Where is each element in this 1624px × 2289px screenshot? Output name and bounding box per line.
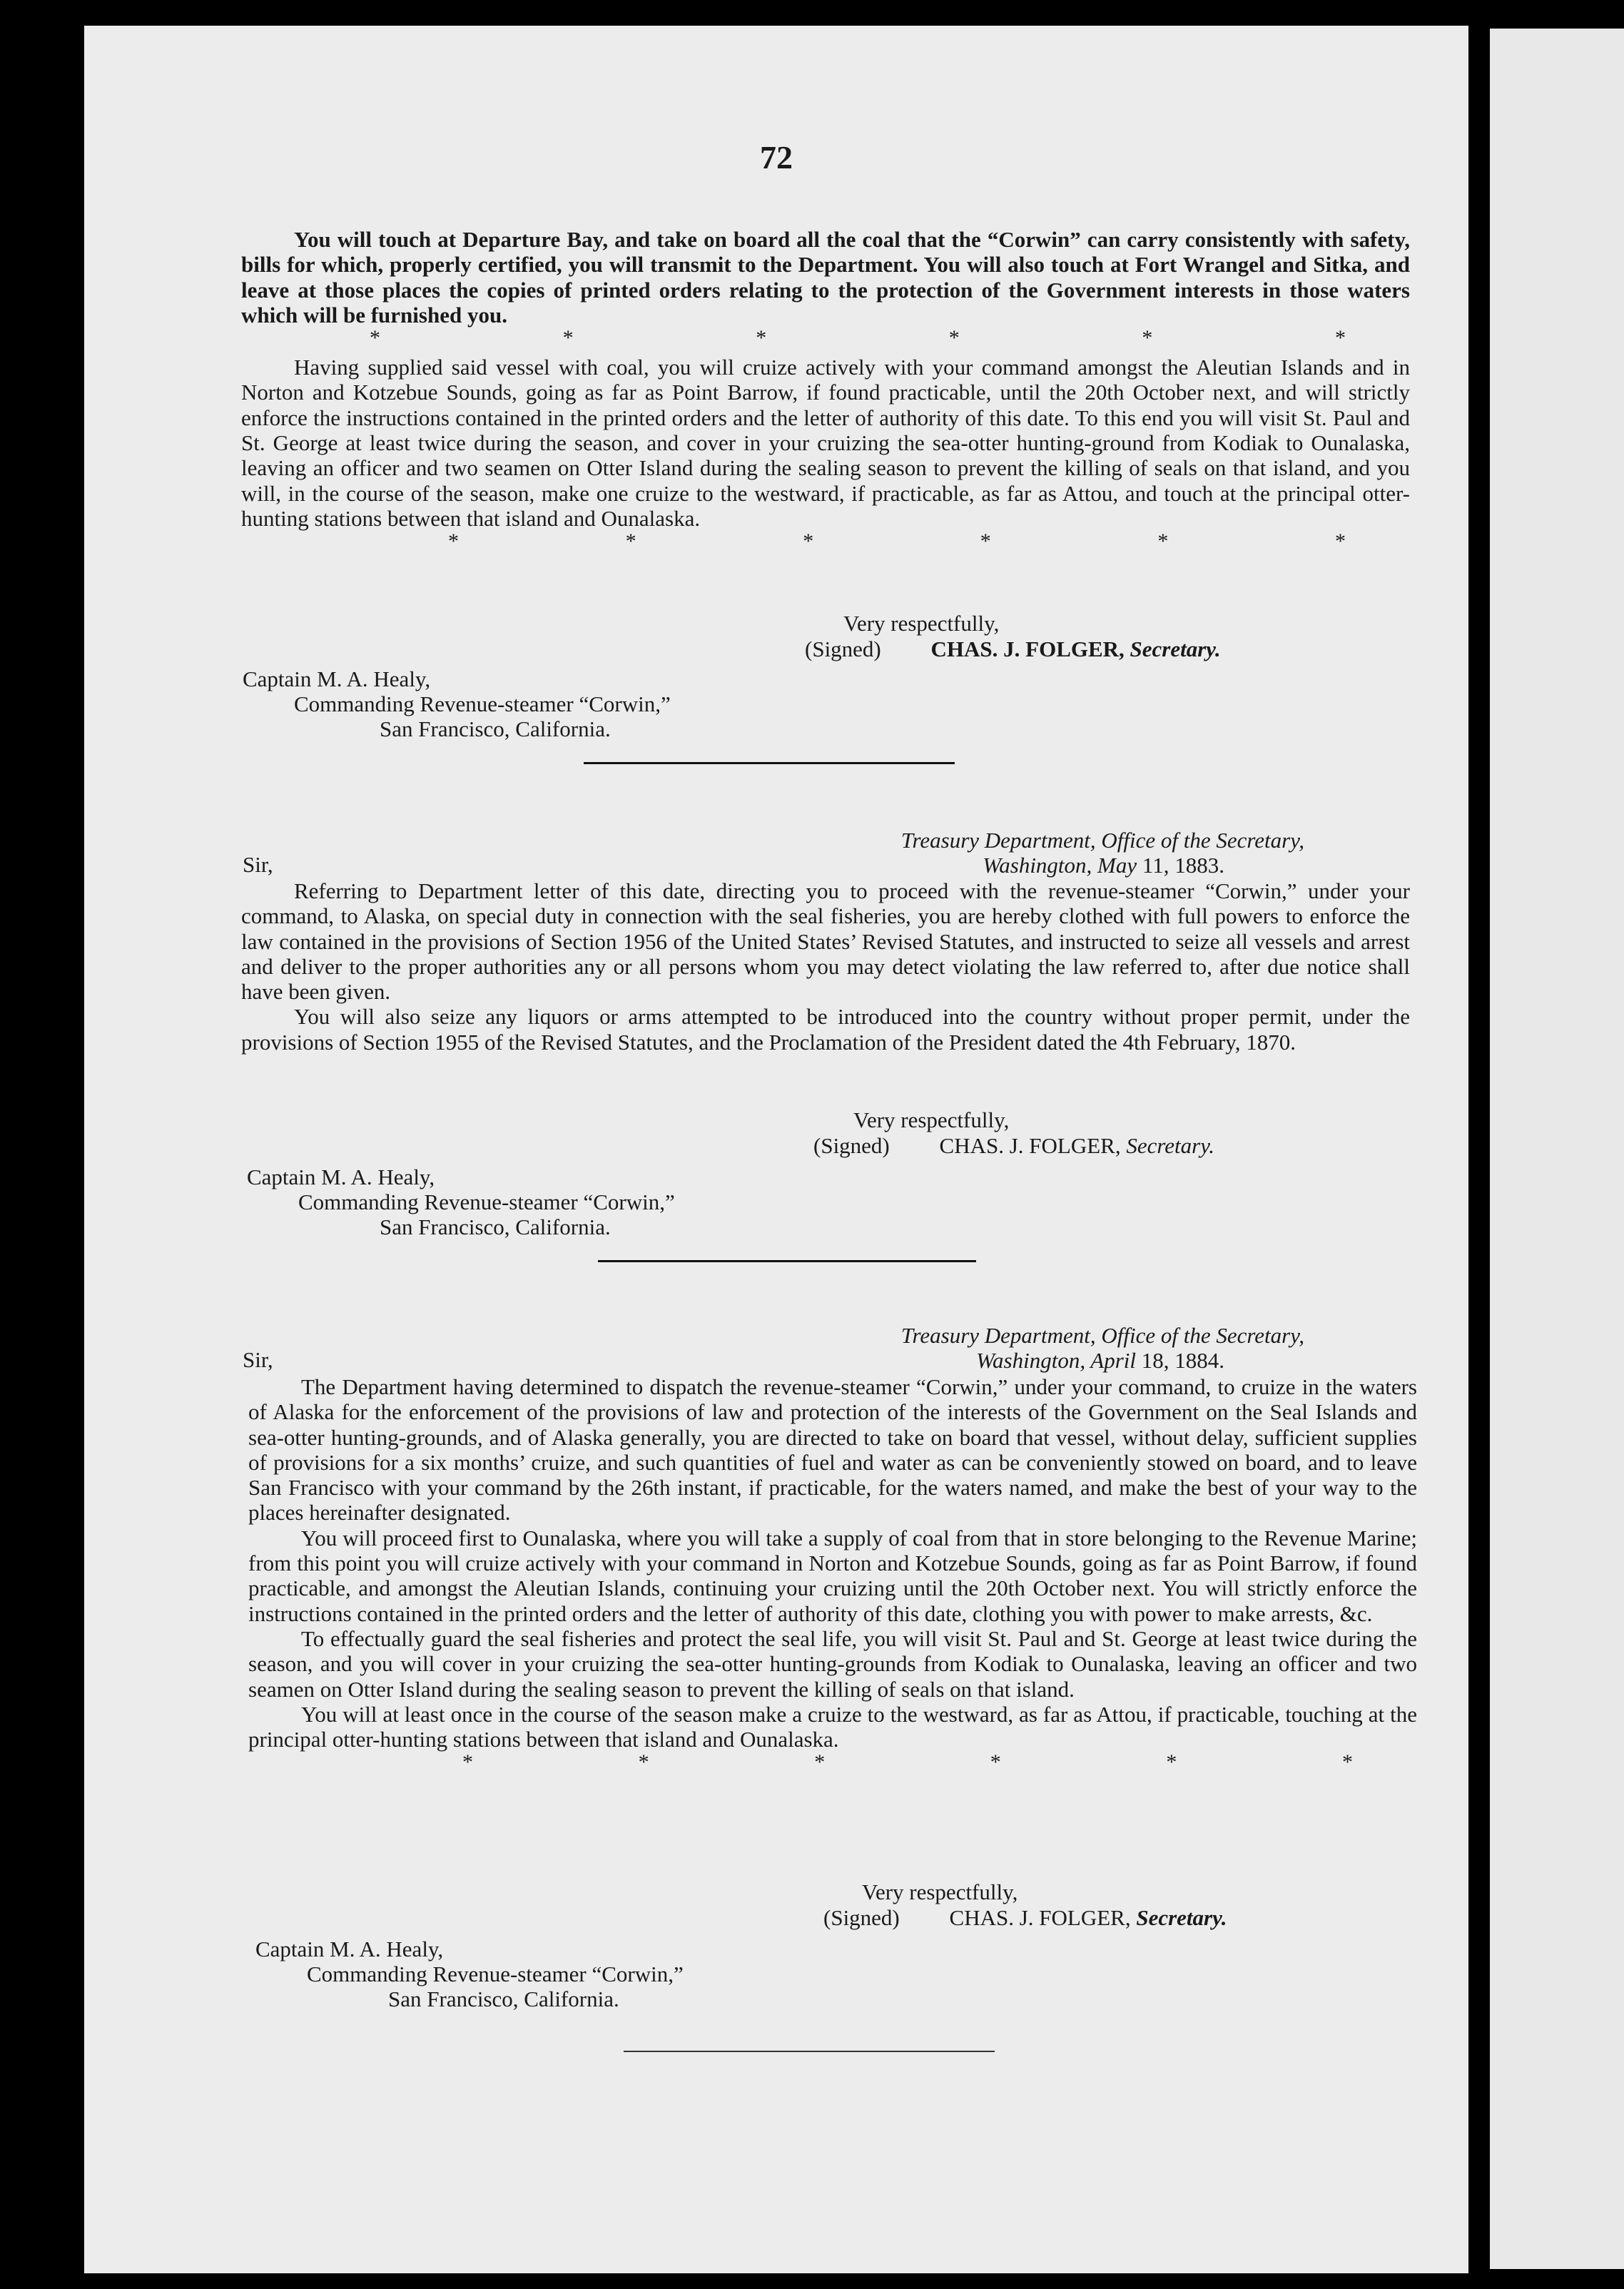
letter-2-body (241, 878, 1410, 1055)
letter-3-body (248, 1374, 1417, 1773)
letter-2-dateline: Treasury Department, Office of the Secretary, Washington, May 11, 1883. (900, 828, 1304, 878)
letter-3-address: Captain M. A. Healy, Commanding Revenue-steamer “Corwin,” San Francisco, California. (255, 1937, 684, 2011)
letter-2-paragraph-1: Referring to Department letter of this date, directing you to proceed with the revenue-steamer “Corwin,” under your command, to Alaska, on special duty in connection with the seal fisheries, you are hereby clothed with full powers to enforce the law contained in the provisions of Section 1956 of the United States’ Revised Statutes, and instructed to seize all vessels and arrest and deliver to the proper authorities any or all persons whom you may detect violating the law referred to, after due notice shall have been given. (241, 878, 1410, 1005)
letter-1-signature: (Signed) CHAS. J. FOLGER, Secretary. (805, 636, 1221, 661)
letter-1-paragraph-2: Having supplied said vessel with coal, you will cruize actively with your command amongst the Aleutian Islands and in Norton and Kotzebue Sounds, going as far as Point Barrow, if found practicable, until the 20th October next, and will strictly enforce the instructions contained in the printed orders and the letter of authority of this date. To this end you will visit St. Paul and St. George at least twice during the season, and cover in your cruizing the sea-otter hunting-ground from Kodiak to Ounalaska, leaving an officer and two seamen on Otter Island during the sealing season to prevent the killing of seals on that island, and you will, in the course of the season, make one cruize to the westward, if practicable, as far as Attou, and touch at the principal otter-hunting stations between that island and Ounalaska. (241, 355, 1410, 531)
ellipsis-stars: * * * * * * (448, 529, 1346, 554)
letter-3-paragraph-4: You will at least once in the course of the season make a cruize to the westward, as far as Attou, if practicable, touching at the principal otter-hunting stations between that island and Ounalaska. (248, 1701, 1417, 1752)
document-page (84, 26, 1468, 2273)
letter-1-body (241, 227, 1410, 552)
ellipsis-stars: * * * * * * (462, 1750, 1353, 1775)
section-divider (598, 1260, 976, 1262)
letter-3-paragraph-3: To effectually guard the seal fisheries and protect the seal life, you will visit St. Paul and St. George at least twice during the season, and you will cover in your cruizing the sea-otter hunting-grounds from Kodiak to Ounalaska, leaving an officer and two seamen on Otter Island during the sealing season to prevent the killing of seals on that island. (248, 1625, 1417, 1702)
letter-2-paragraph-2: You will also seize any liquors or arms attempted to be introduced into the country without proper permit, under the provisions of Section 1955 of the Revised Statutes, and the Proclamation of the President dated the 4th February, 1870. (241, 1004, 1410, 1055)
letter-2-signature: (Signed) CHAS. J. FOLGER, Secretary. (813, 1133, 1215, 1158)
letter-3-paragraph-1: The Department having determined to dispatch the revenue-steamer “Corwin,” under your command, to cruize in the waters of Alaska for the enforcement of the provisions of law and protection of the interests of the Government on the Seal Islands and sea-otter hunting-grounds, and of Alaska generally, you are directed to take on board that vessel, without delay, sufficient supplies of provisions for a six months’ cruize, and such quantities of fuel and water as can be conveniently stowed on board, and to leave San Francisco with your command by the 26th instant, if practicable, for the waters named, and make the best of your way to the places hereinafter designated. (248, 1374, 1417, 1526)
ellipsis-stars: * * * * * * (370, 326, 1346, 350)
section-divider (624, 2051, 995, 2052)
letter-2-salutation: Sir, (243, 852, 273, 877)
letter-3-salutation: Sir, (243, 1347, 273, 1372)
letter-3-paragraph-2: You will proceed first to Ounalaska, where you will take a supply of coal from that in store belonging to the Revenue Marine; from this point you will cruize actively with your command in Norton and Kotzebue Sounds, going as far as Point Barrow, if found practicable, and amongst the Aleutian Islands, continuing your cruizing until the 20th October next. You will strictly enforce the instructions contained in the printed orders and the letter of authority of this date, clothing you with power to make arrests, &c. (248, 1525, 1417, 1626)
section-divider (584, 762, 955, 764)
letter-3-dateline: Treasury Department, Office of the Secretary, Washington, April 18, 1884. (900, 1323, 1304, 1373)
letter-3-signature: (Signed) CHAS. J. FOLGER, Secretary. (823, 1905, 1227, 1930)
letter-2-address: Captain M. A. Healy, Commanding Revenue-steamer “Corwin,” San Francisco, California. (247, 1164, 675, 1239)
letter-1-closing: Very respectfully, (843, 611, 1000, 636)
letter-3-closing: Very respectfully, (862, 1879, 1018, 1904)
letter-2-closing: Very respectfully, (853, 1107, 1010, 1132)
letter-1-paragraph-1: You will touch at Departure Bay, and take on board all the coal that the “Corwin” can carry consistently with safety, bills for which, properly certified, you will transmit to the Department. You will also touch at Fort Wrangel and Sitka, and leave at those places the copies of printed orders relating to the protection of the Government interests in those waters which will be furnished you. (241, 227, 1410, 328)
page-number: 72 (760, 139, 793, 176)
letter-1-address: Captain M. A. Healy, Commanding Revenue-steamer “Corwin,” San Francisco, California. (243, 666, 671, 741)
adjacent-page-edge (1490, 29, 1624, 2269)
